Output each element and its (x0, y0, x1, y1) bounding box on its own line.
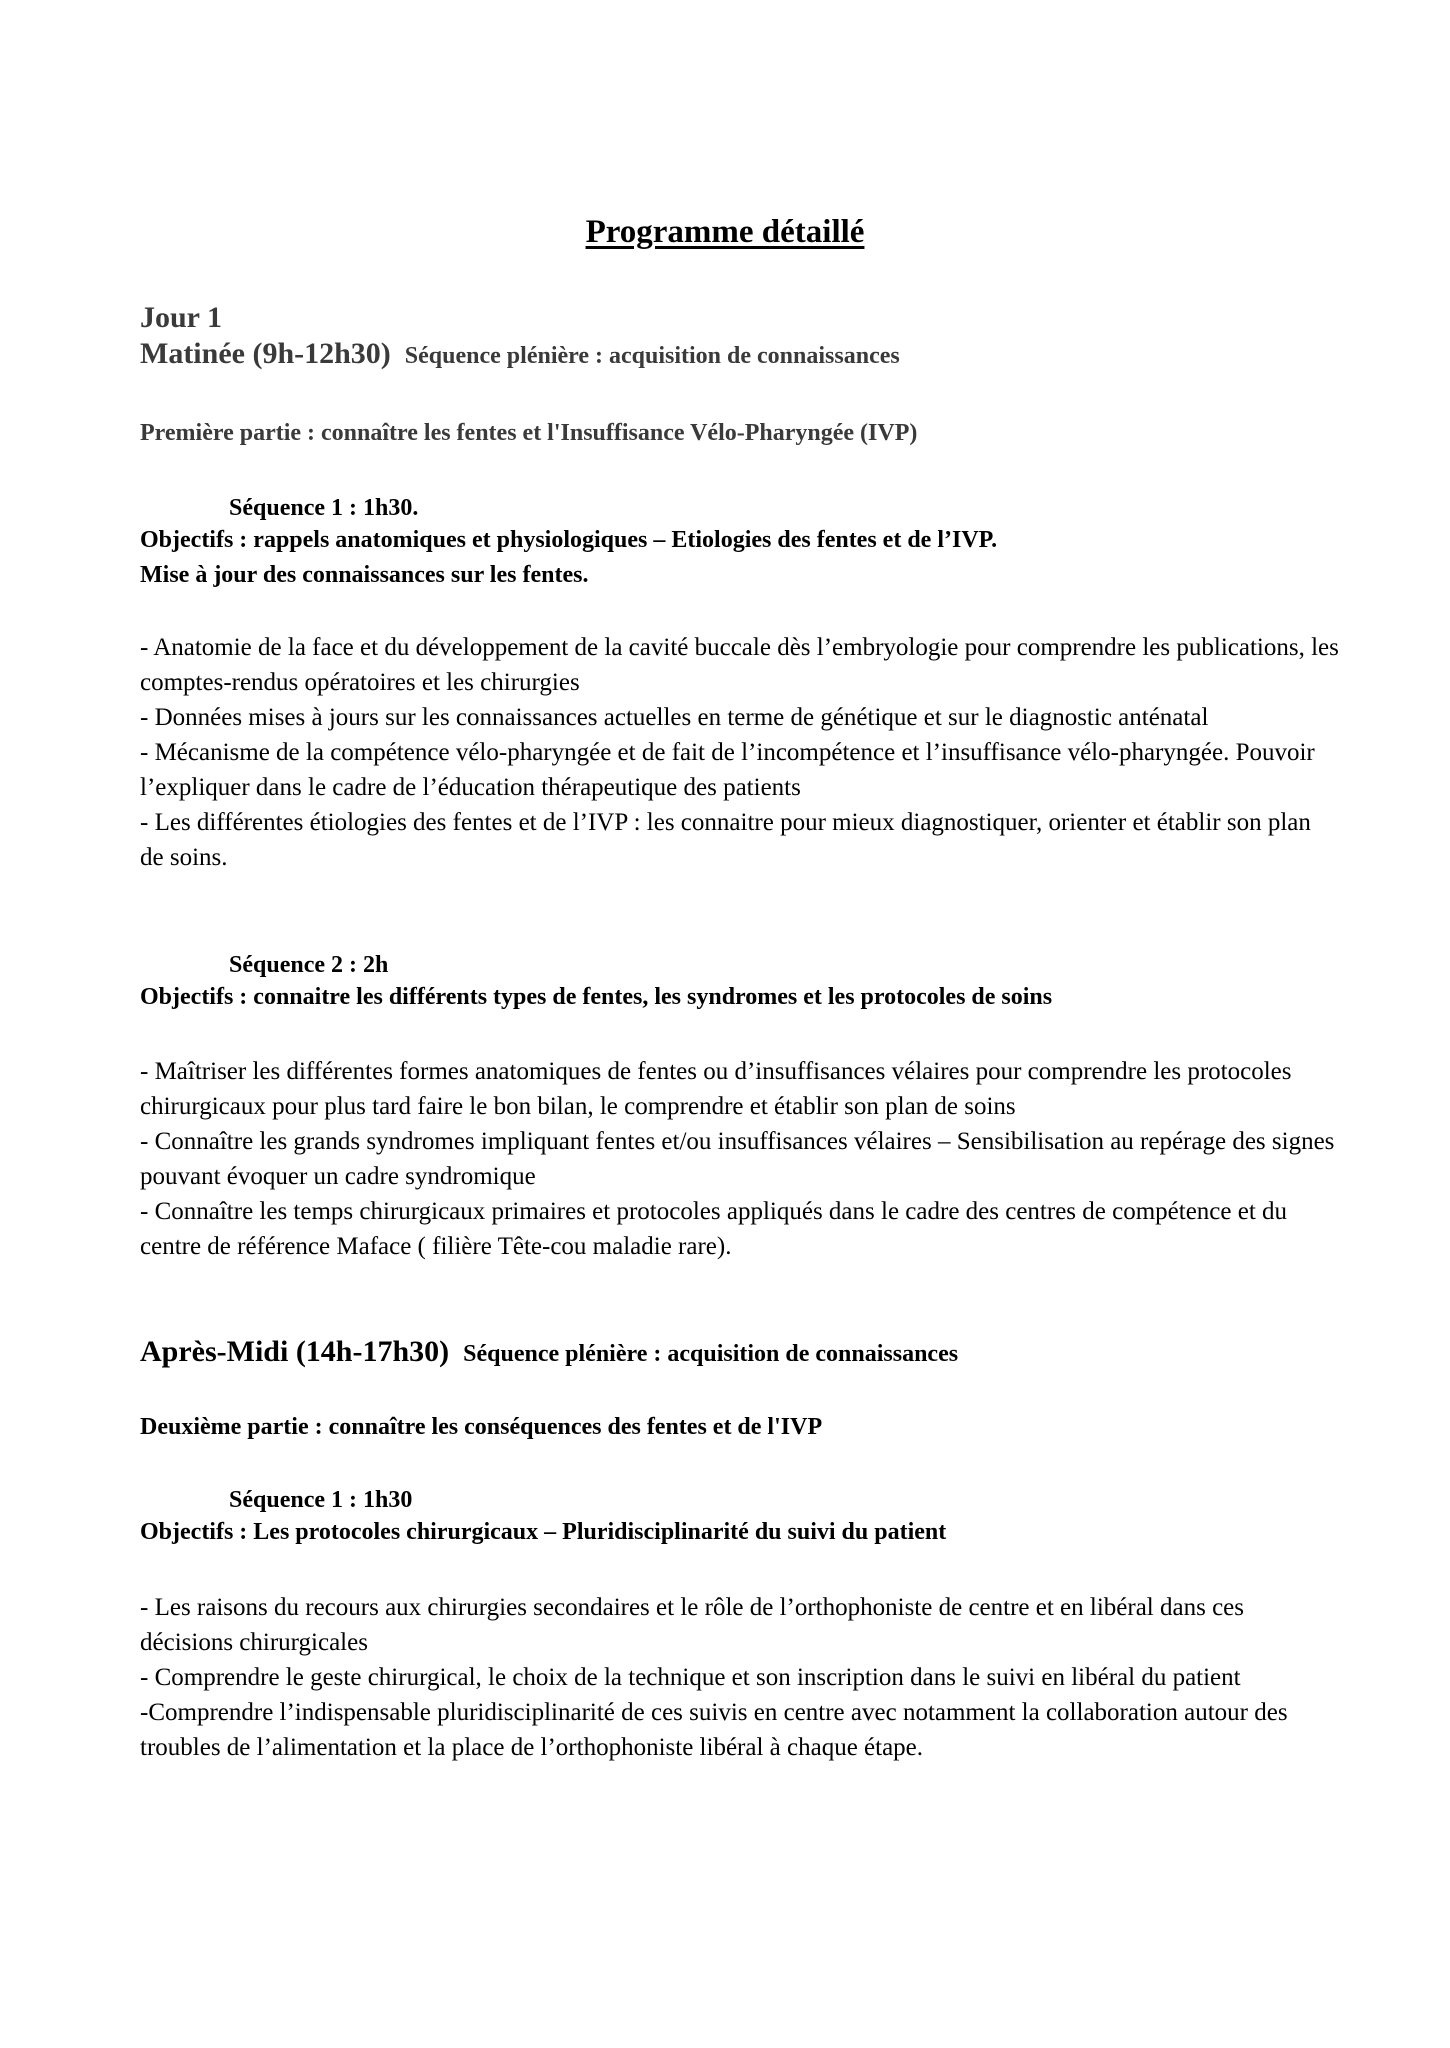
morning-sequence-2 (140, 950, 1340, 1015)
sequence-label: Séquence 1 : 1h30. (229, 495, 419, 521)
page-title: Programme détaillé (585, 214, 865, 250)
morning-period-subtitle: Séquence plénière : acquisition de connaissances (404, 343, 900, 369)
afternoon-sequence-1-list (140, 1590, 1340, 1765)
list-item: - Les différentes étiologies des fentes et de l’IVP : les connaitre pour mieux diagnostiquer, orienter et établir son plan de soins. (140, 809, 1311, 871)
morning-sequence-2-list (140, 1054, 1340, 1264)
objectives (140, 523, 1340, 593)
list-item: - Comprendre le geste chirurgical, le choix de la technique et son inscription dans le suivi en libéral du patient (140, 1664, 1241, 1691)
afternoon-part-heading: Deuxième partie : connaître les conséquences des fentes et de l'IVP (140, 1414, 823, 1440)
objective-line: Objectifs : rappels anatomiques et physiologiques – Etiologies des fentes et de l’IVP. (140, 527, 998, 553)
morning-period-heading (140, 336, 1340, 374)
morning-sequence-1-list (140, 630, 1340, 875)
afternoon-period-subtitle: Séquence plénière : acquisition de connaissances (463, 1341, 959, 1367)
list-item: -Comprendre l’indispensable pluridisciplinarité de ces suivis en centre avec notamment la collaboration autour des troubles de l’alimentation et la place de l’orthophoniste libéral à chaque étape. (140, 1699, 1288, 1761)
list-item: - Données mises à jours sur les connaissances actuelles en terme de génétique et sur le diagnostic anténatal (140, 704, 1209, 731)
day-heading (140, 300, 1340, 374)
list-item: - Mécanisme de la compétence vélo-pharyngée et de fait de l’incompétence et l’insuffisance vélo-pharyngée. Pouvoir l’expliquer dans le cadre de l’éducation thérapeutique des patients (140, 739, 1315, 801)
list-item: - Anatomie de la face et du développement de la cavité buccale dès l’embryologie pour comprendre les publications, les comptes-rendus opératoires et les chirurgies (140, 634, 1339, 696)
morning-period-label: Matinée (9h-12h30) (140, 337, 391, 370)
afternoon-period-heading (140, 1334, 1340, 1372)
sequence-label: Séquence 1 : 1h30 (229, 1487, 413, 1513)
morning-sequence-1 (140, 493, 1340, 593)
objectives (140, 1515, 1340, 1550)
list-item: - Maîtriser les différentes formes anatomiques de fentes ou d’insuffisances vélaires pour comprendre les protocoles chirurgicaux pour plus tard faire le bon bilan, le comprendre et établir son plan de soins (140, 1058, 1292, 1120)
list-item: - Connaître les grands syndromes impliquant fentes et/ou insuffisances vélaires – Sensibilisation au repérage des signes pouvant évoquer un cadre syndromique (140, 1128, 1335, 1190)
day-label: Jour 1 (140, 301, 222, 334)
sequence-label: Séquence 2 : 2h (229, 952, 389, 978)
morning-part-heading: Première partie : connaître les fentes et l'Insuffisance Vélo-Pharyngée (IVP) (140, 420, 918, 446)
afternoon-period-label: Après-Midi (14h-17h30) (140, 1335, 450, 1368)
objective-line: Objectifs : Les protocoles chirurgicaux – Pluridisciplinarité du suivi du patient (140, 1519, 947, 1545)
list-item: - Connaître les temps chirurgicaux primaires et protocoles appliqués dans le cadre des centres de compétence et du centre de référence Maface ( filière Tête-cou maladie rare). (140, 1198, 1288, 1260)
objective-line: Mise à jour des connaissances sur les fentes. (140, 562, 589, 588)
objective-line: Objectifs : connaitre les différents types de fentes, les syndromes et les protocoles de soins (140, 984, 1053, 1010)
afternoon-sequence-1 (140, 1485, 1340, 1550)
list-item: - Les raisons du recours aux chirurgies secondaires et le rôle de l’orthophoniste de centre et en libéral dans ces décisions chirurgicales (140, 1594, 1244, 1656)
objectives (140, 980, 1340, 1015)
